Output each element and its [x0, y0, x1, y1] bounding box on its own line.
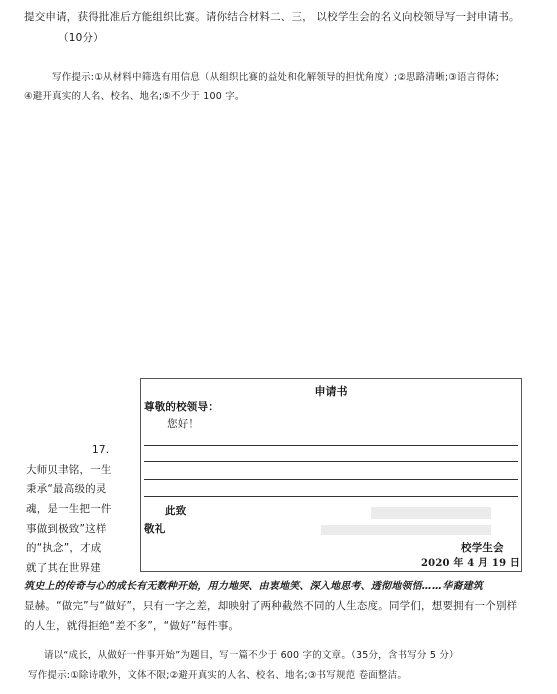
task17-prompt: 请以“成长，从做好一件事开始”为题目，写一篇不少于 600 字的文章。（35分，含书写分 5 分）	[44, 650, 459, 661]
writing-line	[144, 445, 518, 446]
task16-hint-line1: 写作提示:①从材料中筛选有用信息（从组织比赛的益处和化解领导的担忧角度）;②思路清晰;③语言得体;	[52, 72, 500, 83]
task17-wrap-line: 魂，是一生把一件	[26, 503, 112, 515]
greeting: 您好！	[167, 418, 200, 430]
task16-hint-line2: ④避开真实的人名、校名、地名;⑤不少于 100 字。	[24, 91, 245, 102]
task17-wrap-line: 就了其在世界建	[26, 562, 101, 574]
letter-date: 2020 年 4 月 19 日	[421, 558, 521, 569]
faint-bleed-through	[321, 525, 491, 535]
form-title: 申请书	[314, 385, 348, 398]
task17-material-line: 筑史上的传奇与心的成长有无数种开始，用力地哭、由衷地笑、深入地思考、透彻地领悟……华裔建筑	[24, 581, 483, 592]
task17-wrap-line: 大师贝聿铭，一生	[26, 464, 112, 476]
task16-score: （10分）	[58, 32, 104, 44]
writing-line	[144, 479, 518, 480]
task17-number: 17.	[92, 444, 110, 456]
task17-wrap-line: 的“执念”，才成	[26, 542, 102, 554]
signature: 校学生会	[461, 542, 504, 554]
task17-wrap-line: 事做到极致”这样	[26, 523, 107, 535]
task17-material-line: 的人生，就得拒绝“差不多”，“做好”每件事。	[24, 620, 240, 632]
salutation: 尊敬的校领导：	[144, 401, 219, 413]
closing-line2: 敬礼	[144, 523, 166, 535]
task17-material-line: 显赫。“做完”与“做好”，只有一字之差，却映射了两种截然不同的人生态度。同学们，想要拥有一个别样	[24, 600, 518, 612]
faint-bleed-through	[371, 507, 491, 519]
task17-hint: 写作提示:①除诗歌外，文体不限;②避开真实的人名、校名、地名;③书写规范 卷面整洁。	[28, 670, 408, 681]
task16-line1: 提交申请，获得批准后方能组织比赛。请你结合材料二、三， 以校学生会的名义向校领导写一封申请书。	[24, 11, 520, 23]
writing-line	[144, 461, 518, 462]
application-letter-form	[140, 378, 522, 572]
closing-line1: 此致	[165, 505, 187, 517]
writing-line	[144, 496, 518, 497]
task17-wrap-line: 秉承“最高级的灵	[26, 483, 107, 495]
